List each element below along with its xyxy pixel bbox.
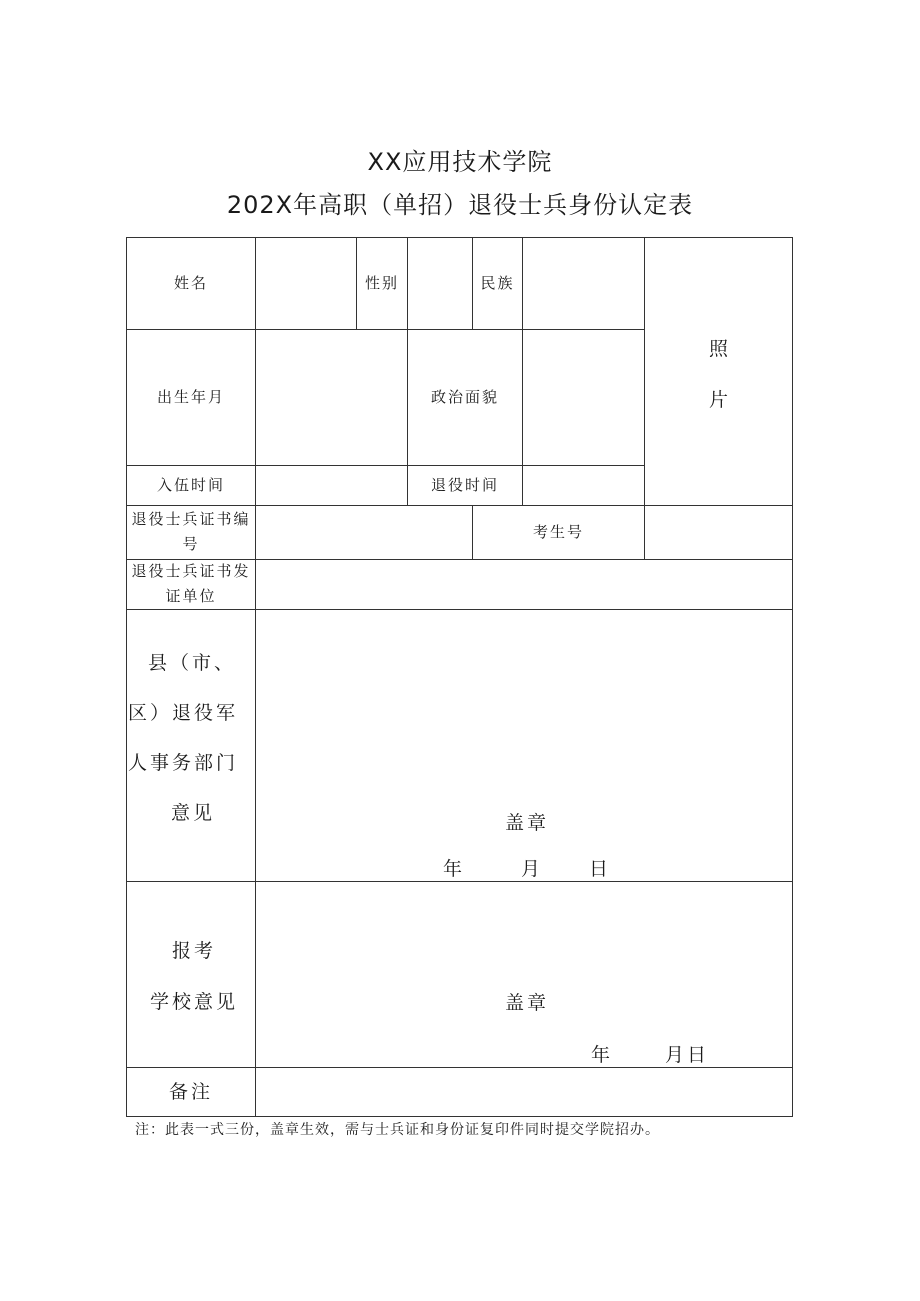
ethnicity-field[interactable] xyxy=(523,237,644,329)
exam-number-field[interactable] xyxy=(645,505,792,559)
cert-number-label xyxy=(126,505,256,559)
discharge-date-label: 退役时间 xyxy=(430,475,499,494)
county-label-line4: 意见 xyxy=(171,802,216,824)
remarks-field[interactable] xyxy=(256,1067,792,1117)
cert-issuer-field[interactable] xyxy=(256,559,792,609)
cert-number-label-line2: 号 xyxy=(182,535,200,553)
cert-number-label-line1: 退役士兵证书编 xyxy=(131,510,251,528)
county-label-line3: 人事务部门 xyxy=(128,752,239,774)
cert-issuer-label-line1: 退役士兵证书发 xyxy=(131,562,251,580)
political-status-field[interactable] xyxy=(523,329,644,465)
political-status-label: 政治面貌 xyxy=(430,387,499,406)
county-label-line2: 区）退役军 xyxy=(128,702,239,724)
form-title: 202X年高职（单招）退役士兵身份认定表 xyxy=(226,191,694,219)
county-month-label: 月 xyxy=(521,858,544,880)
cert-issuer-label xyxy=(126,559,256,609)
county-opinion-area[interactable] xyxy=(256,609,792,881)
birth-date-label: 出生年月 xyxy=(156,387,225,406)
gender-field[interactable] xyxy=(408,237,472,329)
discharge-date-field[interactable] xyxy=(523,465,644,505)
exam-number-label: 考生号 xyxy=(532,522,584,541)
gender-label: 性别 xyxy=(364,273,399,292)
remarks-label: 备注 xyxy=(168,1080,213,1103)
ethnicity-label: 民族 xyxy=(480,273,515,292)
cert-number-field[interactable] xyxy=(256,505,472,559)
school-month-day-label: 月日 xyxy=(665,1044,710,1066)
name-field[interactable] xyxy=(256,237,356,329)
cert-issuer-label-line2: 证单位 xyxy=(165,587,217,605)
name-label: 姓名 xyxy=(173,273,208,292)
birth-date-field[interactable] xyxy=(256,329,407,465)
school-seal-text: 盖章 xyxy=(505,992,550,1014)
county-day-label: 日 xyxy=(589,858,612,880)
school-label-line1: 报考 xyxy=(172,940,217,962)
footnote: 注：此表一式三份，盖章生效，需与士兵证和身份证复印件同时提交学院招办。 xyxy=(135,1122,660,1138)
school-label-line2: 学校意见 xyxy=(150,991,239,1013)
county-year-label: 年 xyxy=(443,858,466,880)
school-year-label: 年 xyxy=(591,1044,614,1066)
county-seal-text: 盖章 xyxy=(505,812,550,834)
school-opinion-area[interactable] xyxy=(256,881,792,1067)
photo-label-char2: 片 xyxy=(709,389,729,411)
enlist-date-field[interactable] xyxy=(256,465,407,505)
photo-label-char1: 照 xyxy=(709,338,729,360)
county-opinion-label xyxy=(126,638,256,838)
county-label-line1: 县（市、 xyxy=(148,652,237,674)
enlist-date-label: 入伍时间 xyxy=(156,475,225,494)
page-title: XX应用技术学院 xyxy=(367,148,553,176)
